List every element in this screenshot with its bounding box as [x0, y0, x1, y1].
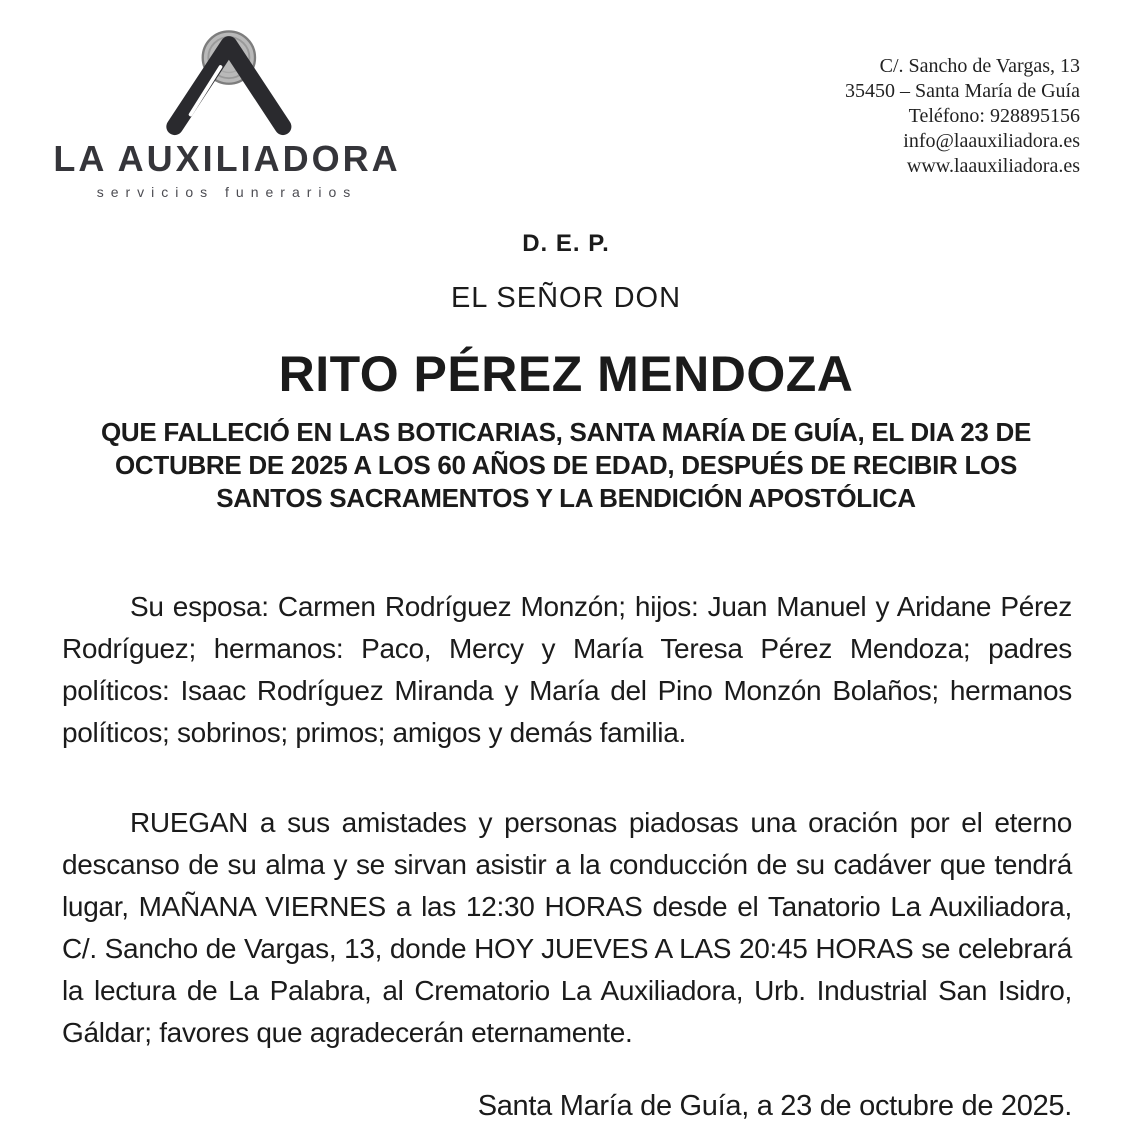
death-notice [62, 416, 1070, 515]
salutation-heading: EL SEÑOR DON [450, 282, 682, 314]
contact-website: www.laauxiliadora.es [906, 155, 1080, 177]
document-header [0, 0, 1132, 200]
dep-heading: D. E. P. [522, 230, 610, 257]
death-notice-line-1: QUE FALLECIÓ EN LAS BOTICARIAS, SANTA MARÍA DE GUÍA, EL DIA 23 DE [100, 417, 1032, 447]
contact-info [845, 54, 1080, 179]
contact-address-line2: 35450 – Santa María de Guía [845, 80, 1080, 102]
death-notice-line-2: OCTUBRE DE 2025 A LOS 60 AÑOS DE EDAD, DESPUÉS DE RECIBIR LOS [115, 450, 1017, 480]
mountain-peak-with-halo-icon [161, 24, 293, 136]
deceased-name-heading: RITO PÉREZ MENDOZA [278, 346, 854, 402]
death-notice-line-3: SANTOS SACRAMENTOS Y LA BENDICIÓN APOSTÓLICA [216, 483, 916, 513]
family-paragraph: Su esposa: Carmen Rodríguez Monzón; hijos: Juan Manuel y Aridane Pérez Rodríguez; hermanos: Paco, Mercy y María Teresa Pérez Mendoza; padres políticos: Isaac Rodríguez Miranda y María del Pino Monzón Bolaños; hermanos políticos; sobrinos; primos; amigos y demás familia. [62, 591, 1072, 748]
contact-email: info@laauxiliadora.es [903, 130, 1080, 152]
request-paragraph: RUEGAN a sus amistades y personas piadosas una oración por el eterno descanso de su alma y se sirvan asistir a la conducción de su cadáver que tendrá lugar, MAÑANA VIERNES a las 12:30 HORAS desde el Tanatorio La Auxiliadora, C/. Sancho de Vargas, 13, donde HOY JUEVES A LAS 20:45 HORAS se celebrará la lectura de La Palabra, al Crematorio La Auxiliadora, Urb. Industrial San Isidro, Gáldar; favores que agradecerán eternamente. [62, 807, 1072, 1048]
contact-address-line1: C/. Sancho de Vargas, 13 [879, 55, 1080, 77]
place-and-date-line: Santa María de Guía, a 23 de octubre de 2025. [477, 1090, 1072, 1122]
logo-name: LA AUXILIADORA [53, 138, 401, 179]
funeral-home-logo [53, 24, 401, 200]
contact-phone: Teléfono: 928895156 [908, 105, 1080, 127]
logo-tagline: servicios funerarios [96, 184, 358, 200]
